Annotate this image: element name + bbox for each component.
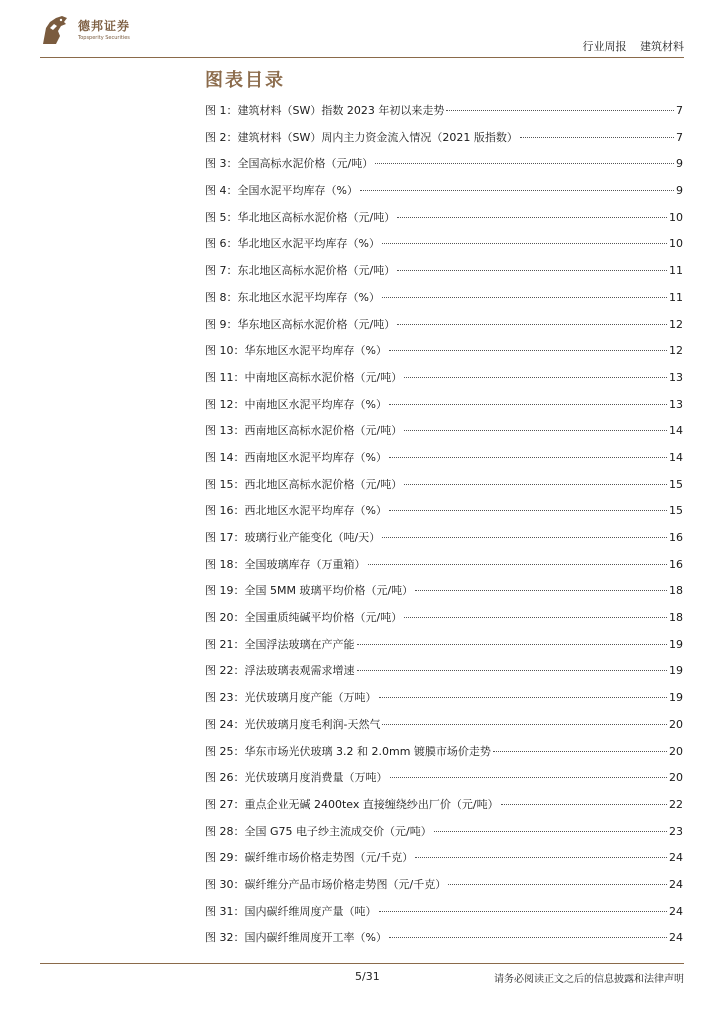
toc-leader-dots xyxy=(389,350,667,351)
toc-entry-title: 全国高标水泥价格（元/吨） xyxy=(237,157,374,171)
toc-list xyxy=(205,104,683,958)
toc-entry-page: 24 xyxy=(669,877,683,891)
toc-entry-label: 图 20： xyxy=(205,611,245,625)
toc-entry-label: 图 17： xyxy=(205,531,245,544)
toc-entry-label: 图 9： xyxy=(205,317,238,331)
toc-entry[interactable] xyxy=(205,504,683,531)
toc-entry-page: 12 xyxy=(669,317,683,331)
toc-entry-page: 15 xyxy=(669,504,683,518)
toc-entry-label: 图 32： xyxy=(205,931,245,945)
toc-entry-label: 图 1： xyxy=(205,104,238,117)
toc-entry-title: 建筑材料（SW）指数 2023 年初以来走势 xyxy=(237,104,445,117)
toc-entry-title: 中南地区水泥平均库存（%） xyxy=(244,397,387,411)
toc-leader-dots xyxy=(390,777,668,778)
toc-leader-dots xyxy=(382,724,667,725)
toc-leader-dots xyxy=(382,297,667,298)
toc-entry-label: 图 23： xyxy=(205,691,245,705)
toc-entry-label: 图 15： xyxy=(205,477,245,491)
toc-entry-page: 19 xyxy=(669,691,683,705)
toc-entry-label: 图 19： xyxy=(205,584,245,598)
toc-entry-page: 9 xyxy=(676,157,683,171)
toc-entry-page: 24 xyxy=(669,931,683,945)
toc-entry-label: 图 27： xyxy=(205,797,245,811)
toc-entry-label: 图 5： xyxy=(205,210,238,224)
toc-entry-label: 图 21： xyxy=(205,637,245,651)
toc-entry-title: 华东市场光伏玻璃 3.2 和 2.0mm 镀膜市场价走势 xyxy=(244,744,491,758)
toc-leader-dots xyxy=(397,324,667,325)
toc-entry-title: 西北地区高标水泥价格（元/吨） xyxy=(244,477,403,491)
toc-entry-title: 国内碳纤维周度开工率（%） xyxy=(244,931,387,945)
toc-entry-title: 全国 G75 电子纱主流成交价（元/吨） xyxy=(244,824,432,838)
toc-entry-page: 11 xyxy=(669,290,683,304)
toc-entry-label: 图 2： xyxy=(205,130,238,144)
toc-entry-title: 建筑材料（SW）周内主力资金流入情况（2021 版指数） xyxy=(237,130,518,144)
toc-entry[interactable] xyxy=(205,291,683,318)
toc-entry-label: 图 29： xyxy=(205,851,245,865)
toc-entry-title: 西南地区高标水泥价格（元/吨） xyxy=(244,424,403,438)
toc-entry-page: 22 xyxy=(669,797,683,811)
toc-leader-dots xyxy=(397,270,667,271)
toc-entry-page: 11 xyxy=(669,264,683,278)
header-divider xyxy=(40,57,684,58)
toc-leader-dots xyxy=(382,537,667,538)
toc-leader-dots xyxy=(389,457,667,458)
report-type: 行业周报 xyxy=(582,40,627,53)
toc-entry-title: 玻璃行业产能变化（吨/天） xyxy=(244,531,381,544)
toc-leader-dots xyxy=(501,804,667,805)
toc-entry[interactable] xyxy=(205,798,683,825)
toc-entry[interactable] xyxy=(205,451,683,478)
toc-entry-label: 图 14： xyxy=(205,450,245,464)
toc-entry-title: 全国重质纯碱平均价格（元/吨） xyxy=(244,611,403,625)
report-header xyxy=(583,38,685,54)
toc-entry[interactable] xyxy=(205,584,683,611)
toc-entry-label: 图 11： xyxy=(205,370,245,384)
footer-divider xyxy=(40,963,684,964)
toc-leader-dots xyxy=(446,110,674,111)
toc-entry[interactable] xyxy=(205,558,683,585)
toc-entry[interactable] xyxy=(205,478,683,505)
toc-entry-label: 图 3： xyxy=(205,157,238,171)
toc-entry[interactable] xyxy=(205,745,683,772)
company-logo xyxy=(40,14,180,48)
toc-entry[interactable] xyxy=(205,718,683,745)
toc-entry-title: 全国玻璃库存（万重箱） xyxy=(244,557,366,571)
toc-leader-dots xyxy=(389,404,667,405)
toc-entry-title: 碳纤维市场价格走势图（元/千克） xyxy=(244,851,414,865)
toc-leader-dots xyxy=(379,911,668,912)
toc-entry-page: 18 xyxy=(669,584,683,598)
toc-entry-label: 图 4： xyxy=(205,184,238,198)
toc-leader-dots xyxy=(434,831,667,832)
toc-entry-page: 24 xyxy=(669,904,683,918)
toc-leader-dots xyxy=(404,484,667,485)
company-name: 德邦证券 xyxy=(78,19,131,33)
toc-entry[interactable] xyxy=(205,184,683,211)
toc-entry[interactable] xyxy=(205,771,683,798)
toc-entry-label: 图 7： xyxy=(205,264,238,278)
toc-entry-page: 13 xyxy=(669,397,683,411)
toc-entry[interactable] xyxy=(205,851,683,878)
toc-entry-label: 图 8： xyxy=(205,290,238,304)
toc-entry-label: 图 26： xyxy=(205,771,245,785)
toc-entry-title: 全国 5MM 玻璃平均价格（元/吨） xyxy=(244,584,414,598)
toc-entry-page: 23 xyxy=(669,824,683,838)
toc-leader-dots xyxy=(415,590,667,591)
toc-entry-label: 图 10： xyxy=(205,344,245,358)
company-subtitle: Topsperity Securities xyxy=(78,35,130,41)
toc-entry[interactable] xyxy=(205,398,683,425)
toc-entry-page: 20 xyxy=(669,717,683,731)
toc-leader-dots xyxy=(360,190,674,191)
toc-entry-page: 10 xyxy=(669,237,683,251)
toc-entry-title: 东北地区水泥平均库存（%） xyxy=(237,290,380,304)
toc-entry[interactable] xyxy=(205,104,683,131)
toc-leader-dots xyxy=(415,857,667,858)
toc-entry-page: 7 xyxy=(676,130,683,144)
toc-entry-title: 全国水泥平均库存（%） xyxy=(237,184,358,198)
toc-entry-title: 西北地区水泥平均库存（%） xyxy=(244,504,387,518)
toc-entry-label: 图 12： xyxy=(205,397,245,411)
toc-entry-page: 19 xyxy=(669,664,683,678)
toc-entry-label: 图 31： xyxy=(205,904,245,918)
toc-entry-page: 9 xyxy=(676,184,683,198)
toc-entry[interactable] xyxy=(205,264,683,291)
toc-entry-title: 全国浮法玻璃在产产能 xyxy=(244,637,355,651)
toc-leader-dots xyxy=(397,217,667,218)
toc-leader-dots xyxy=(357,670,668,671)
sector-name: 建筑材料 xyxy=(640,40,684,53)
toc-entry-page: 19 xyxy=(669,637,683,651)
toc-entry[interactable] xyxy=(205,825,683,852)
toc-leader-dots xyxy=(375,163,674,164)
toc-entry-label: 图 13： xyxy=(205,424,245,438)
toc-entry[interactable] xyxy=(205,424,683,451)
footer-disclaimer: 请务必阅读正文之后的信息披露和法律声明 xyxy=(494,974,684,985)
toc-entry-page: 18 xyxy=(669,611,683,625)
toc-entry[interactable] xyxy=(205,318,683,345)
toc-entry-title: 光伏玻璃月度产能（万吨） xyxy=(244,691,377,705)
toc-entry-page: 12 xyxy=(669,344,683,358)
toc-entry-page: 16 xyxy=(669,531,683,544)
toc-leader-dots xyxy=(382,243,667,244)
toc-leader-dots xyxy=(368,564,668,565)
toc-entry-title: 西南地区水泥平均库存（%） xyxy=(244,450,387,464)
toc-entry[interactable] xyxy=(205,344,683,371)
toc-entry-label: 图 22： xyxy=(205,664,245,678)
toc-entry[interactable] xyxy=(205,878,683,905)
toc-entry[interactable] xyxy=(205,905,683,932)
toc-entry-title: 中南地区高标水泥价格（元/吨） xyxy=(244,370,403,384)
toc-entry-label: 图 18： xyxy=(205,557,245,571)
toc-entry-page: 15 xyxy=(669,477,683,491)
toc-entry-page: 13 xyxy=(669,370,683,384)
toc-entry[interactable] xyxy=(205,611,683,638)
toc-entry-title: 华北地区水泥平均库存（%） xyxy=(237,237,380,251)
toc-leader-dots xyxy=(493,751,667,752)
toc-entry-page: 10 xyxy=(669,210,683,224)
toc-leader-dots xyxy=(357,644,668,645)
toc-entry[interactable] xyxy=(205,531,683,558)
toc-entry[interactable] xyxy=(205,931,683,958)
toc-leader-dots xyxy=(389,937,667,938)
toc-entry-page: 20 xyxy=(669,744,683,758)
toc-entry-label: 图 16： xyxy=(205,504,245,518)
toc-entry-label: 图 24： xyxy=(205,717,245,731)
toc-leader-dots xyxy=(404,617,667,618)
toc-entry-title: 碳纤维分产品市场价格走势图（元/千克） xyxy=(244,877,447,891)
toc-entry-page: 24 xyxy=(669,851,683,865)
toc-entry-label: 图 6： xyxy=(205,237,238,251)
toc-leader-dots xyxy=(520,137,674,138)
toc-entry-page: 14 xyxy=(669,424,683,438)
toc-entry-title: 光伏玻璃月度消费量（万吨） xyxy=(244,771,388,785)
toc-entry-title: 重点企业无碱 2400tex 直接缠绕纱出厂价（元/吨） xyxy=(244,797,499,811)
dragon-horse-logo-icon xyxy=(40,14,70,46)
page-number: 5/31 xyxy=(355,970,380,983)
toc-leader-dots xyxy=(404,430,667,431)
toc-entry-label: 图 28： xyxy=(205,824,245,838)
toc-leader-dots xyxy=(389,510,667,511)
toc-entry-title: 国内碳纤维周度产量（吨） xyxy=(244,904,377,918)
toc-leader-dots xyxy=(448,884,667,885)
toc-entry-label: 图 25： xyxy=(205,744,245,758)
toc-entry-title: 华东地区水泥平均库存（%） xyxy=(244,344,387,358)
toc-entry[interactable] xyxy=(205,131,683,158)
toc-leader-dots xyxy=(404,377,667,378)
toc-entry-page: 16 xyxy=(669,557,683,571)
toc-entry-page: 7 xyxy=(676,104,683,117)
toc-entry-title: 光伏玻璃月度毛利润-天然气 xyxy=(244,717,381,731)
toc-entry[interactable] xyxy=(205,371,683,398)
toc-entry-page: 14 xyxy=(669,450,683,464)
toc-entry[interactable] xyxy=(205,638,683,665)
toc-entry[interactable] xyxy=(205,157,683,184)
toc-entry[interactable] xyxy=(205,664,683,691)
toc-entry-page: 20 xyxy=(669,771,683,785)
toc-entry-title: 东北地区高标水泥价格（元/吨） xyxy=(237,264,396,278)
toc-entry[interactable] xyxy=(205,237,683,264)
toc-leader-dots xyxy=(379,697,668,698)
toc-entry-title: 华东地区高标水泥价格（元/吨） xyxy=(237,317,396,331)
toc-entry-label: 图 30： xyxy=(205,877,245,891)
toc-entry-title: 华北地区高标水泥价格（元/吨） xyxy=(237,210,396,224)
toc-entry-title: 浮法玻璃表观需求增速 xyxy=(244,664,355,678)
toc-entry[interactable] xyxy=(205,211,683,238)
toc-title: 图表目录 xyxy=(205,70,285,91)
toc-entry[interactable] xyxy=(205,691,683,718)
